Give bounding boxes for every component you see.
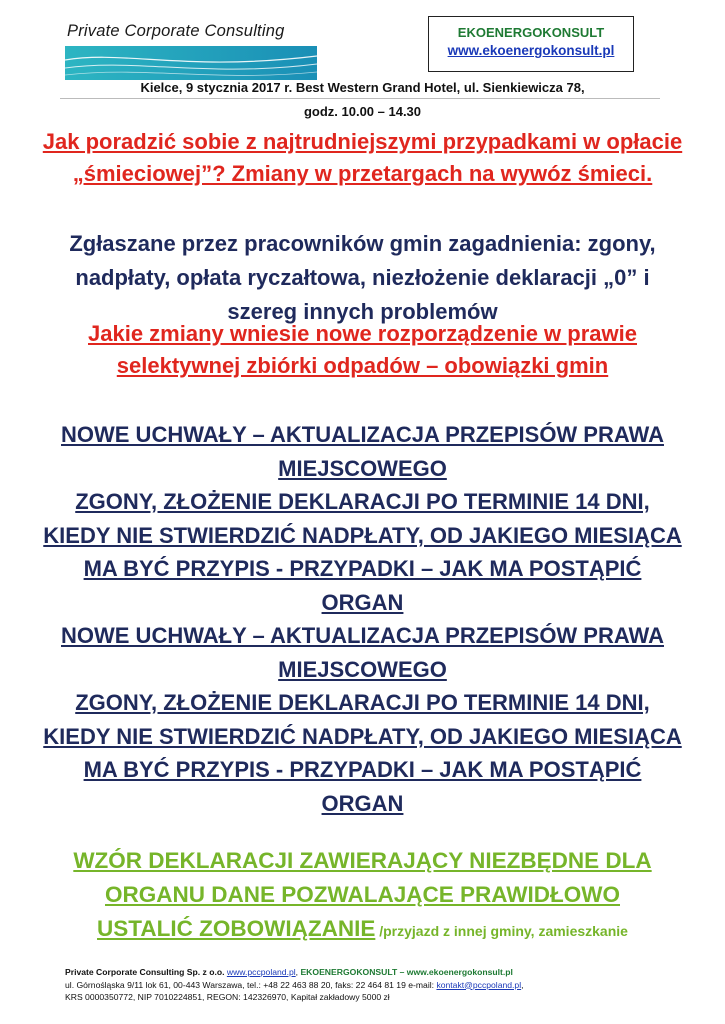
caps-block-4	[40, 686, 685, 820]
caps-text: NOWE UCHWAŁY – AKTUALIZACJA PRZEPISÓW PRAWA MIEJSCOWEGO	[61, 623, 664, 682]
footer-eko: EKOENERGOKONSULT – www.ekoenergokonsult.pl	[300, 967, 513, 977]
footer-address: ul. Górnośląska 9/11 lok 61, 00-443 Warszawa, tel.: +48 22 463 88 20, faks: 22 464 81 19 e-mail:	[65, 979, 437, 990]
caps-block-1	[40, 418, 685, 485]
footer-line-3	[65, 991, 665, 1004]
footer-registry: KRS 0000350772, NIP 7010224851, REGON: 142326970, Kapitał zakładowy 5000 zł	[65, 992, 390, 1002]
subtitle-navy: Zgłaszane przez pracowników gmin zagadnienia: zgony, nadpłaty, opłata ryczałtowa, niezłożenie deklaracji „0” i szereg innych problemów	[69, 231, 656, 324]
wave-logo-icon	[65, 46, 317, 80]
event-time: godz. 10.00 – 14.30	[303, 104, 422, 119]
footer-email-link[interactable]: kontakt@pccpoland.pl	[436, 979, 522, 990]
caps-text: NOWE UCHWAŁY – AKTUALIZACJA PRZEPISÓW PRAWA MIEJSCOWEGO	[61, 422, 664, 481]
footer	[65, 966, 665, 1004]
footer-line-1: Private Corporate Consulting Sp. z o.o. www.pccpoland.pl, EKOENERGOKONSULT – www.ekoenergokonsult.pl	[65, 967, 513, 977]
caps-text: ZGONY, ZŁOŻENIE DEKLARACJI PO TERMINIE 14 DNI, KIEDY NIE STWIERDZIĆ NADPŁATY, OD JAKIEGO MIESIĄCA MA BYĆ PRZYPIS - PRZYPADKI – JAK MA POSTĄPIĆ ORGAN	[43, 489, 682, 615]
brand-url-link[interactable]: www.ekoenergokonsult.pl	[447, 43, 615, 58]
green-line-3: USTALIĆ ZOBOWIĄZANIE	[97, 916, 376, 941]
footer-company: Private Corporate Consulting Sp. z o.o.	[65, 967, 225, 977]
title-red-1: Jak poradzić sobie z najtrudniejszymi przypadkami w opłacie „śmieciowej”? Zmiany w przetargach na wywóz śmieci.	[42, 129, 683, 186]
subtitle-block	[40, 227, 685, 329]
green-block	[40, 844, 685, 946]
title-red-2: Jakie zmiany wniesie nowe rozporządzenie w prawie selektywnej zbiórki odpadów – obowiązki gmin	[88, 321, 637, 378]
green-line-1: WZÓR DEKLARACJI ZAWIERAJĄCY NIEZBĘDNE DLA	[73, 848, 652, 873]
logo-text: Private Corporate Consulting	[67, 22, 285, 40]
footer-company-link[interactable]: www.pccpoland.pl	[226, 967, 296, 977]
caps-block-2	[40, 485, 685, 619]
green-line-2: ORGANU DANE POZWALAJĄCE PRAWIDŁOWO	[105, 882, 620, 907]
header-divider	[60, 98, 660, 99]
brand-name: EKOENERGOKONSULT	[457, 25, 605, 40]
footer-line-2: ul. Górnośląska 9/11 lok 61, 00-443 Warszawa, tel.: +48 22 463 88 20, faks: 22 464 81 19 e-mail: kontakt@pccpoland.pl,	[65, 979, 524, 990]
caps-block-3	[40, 619, 685, 686]
brand-box	[428, 16, 634, 72]
main-title	[40, 126, 685, 190]
pcc-logo	[65, 22, 317, 80]
event-details: Kielce, 9 stycznia 2017 r. Best Western Grand Hotel, ul. Sienkiewicza 78,	[140, 80, 585, 95]
green-tail: /przyjazd z innej gminy, zamieszkanie	[375, 923, 628, 939]
second-title	[40, 318, 685, 382]
caps-text: ZGONY, ZŁOŻENIE DEKLARACJI PO TERMINIE 14 DNI, KIEDY NIE STWIERDZIĆ NADPŁATY, OD JAKIEGO MIESIĄCA MA BYĆ PRZYPIS - PRZYPADKI – JAK MA POSTĄPIĆ ORGAN	[43, 690, 682, 816]
